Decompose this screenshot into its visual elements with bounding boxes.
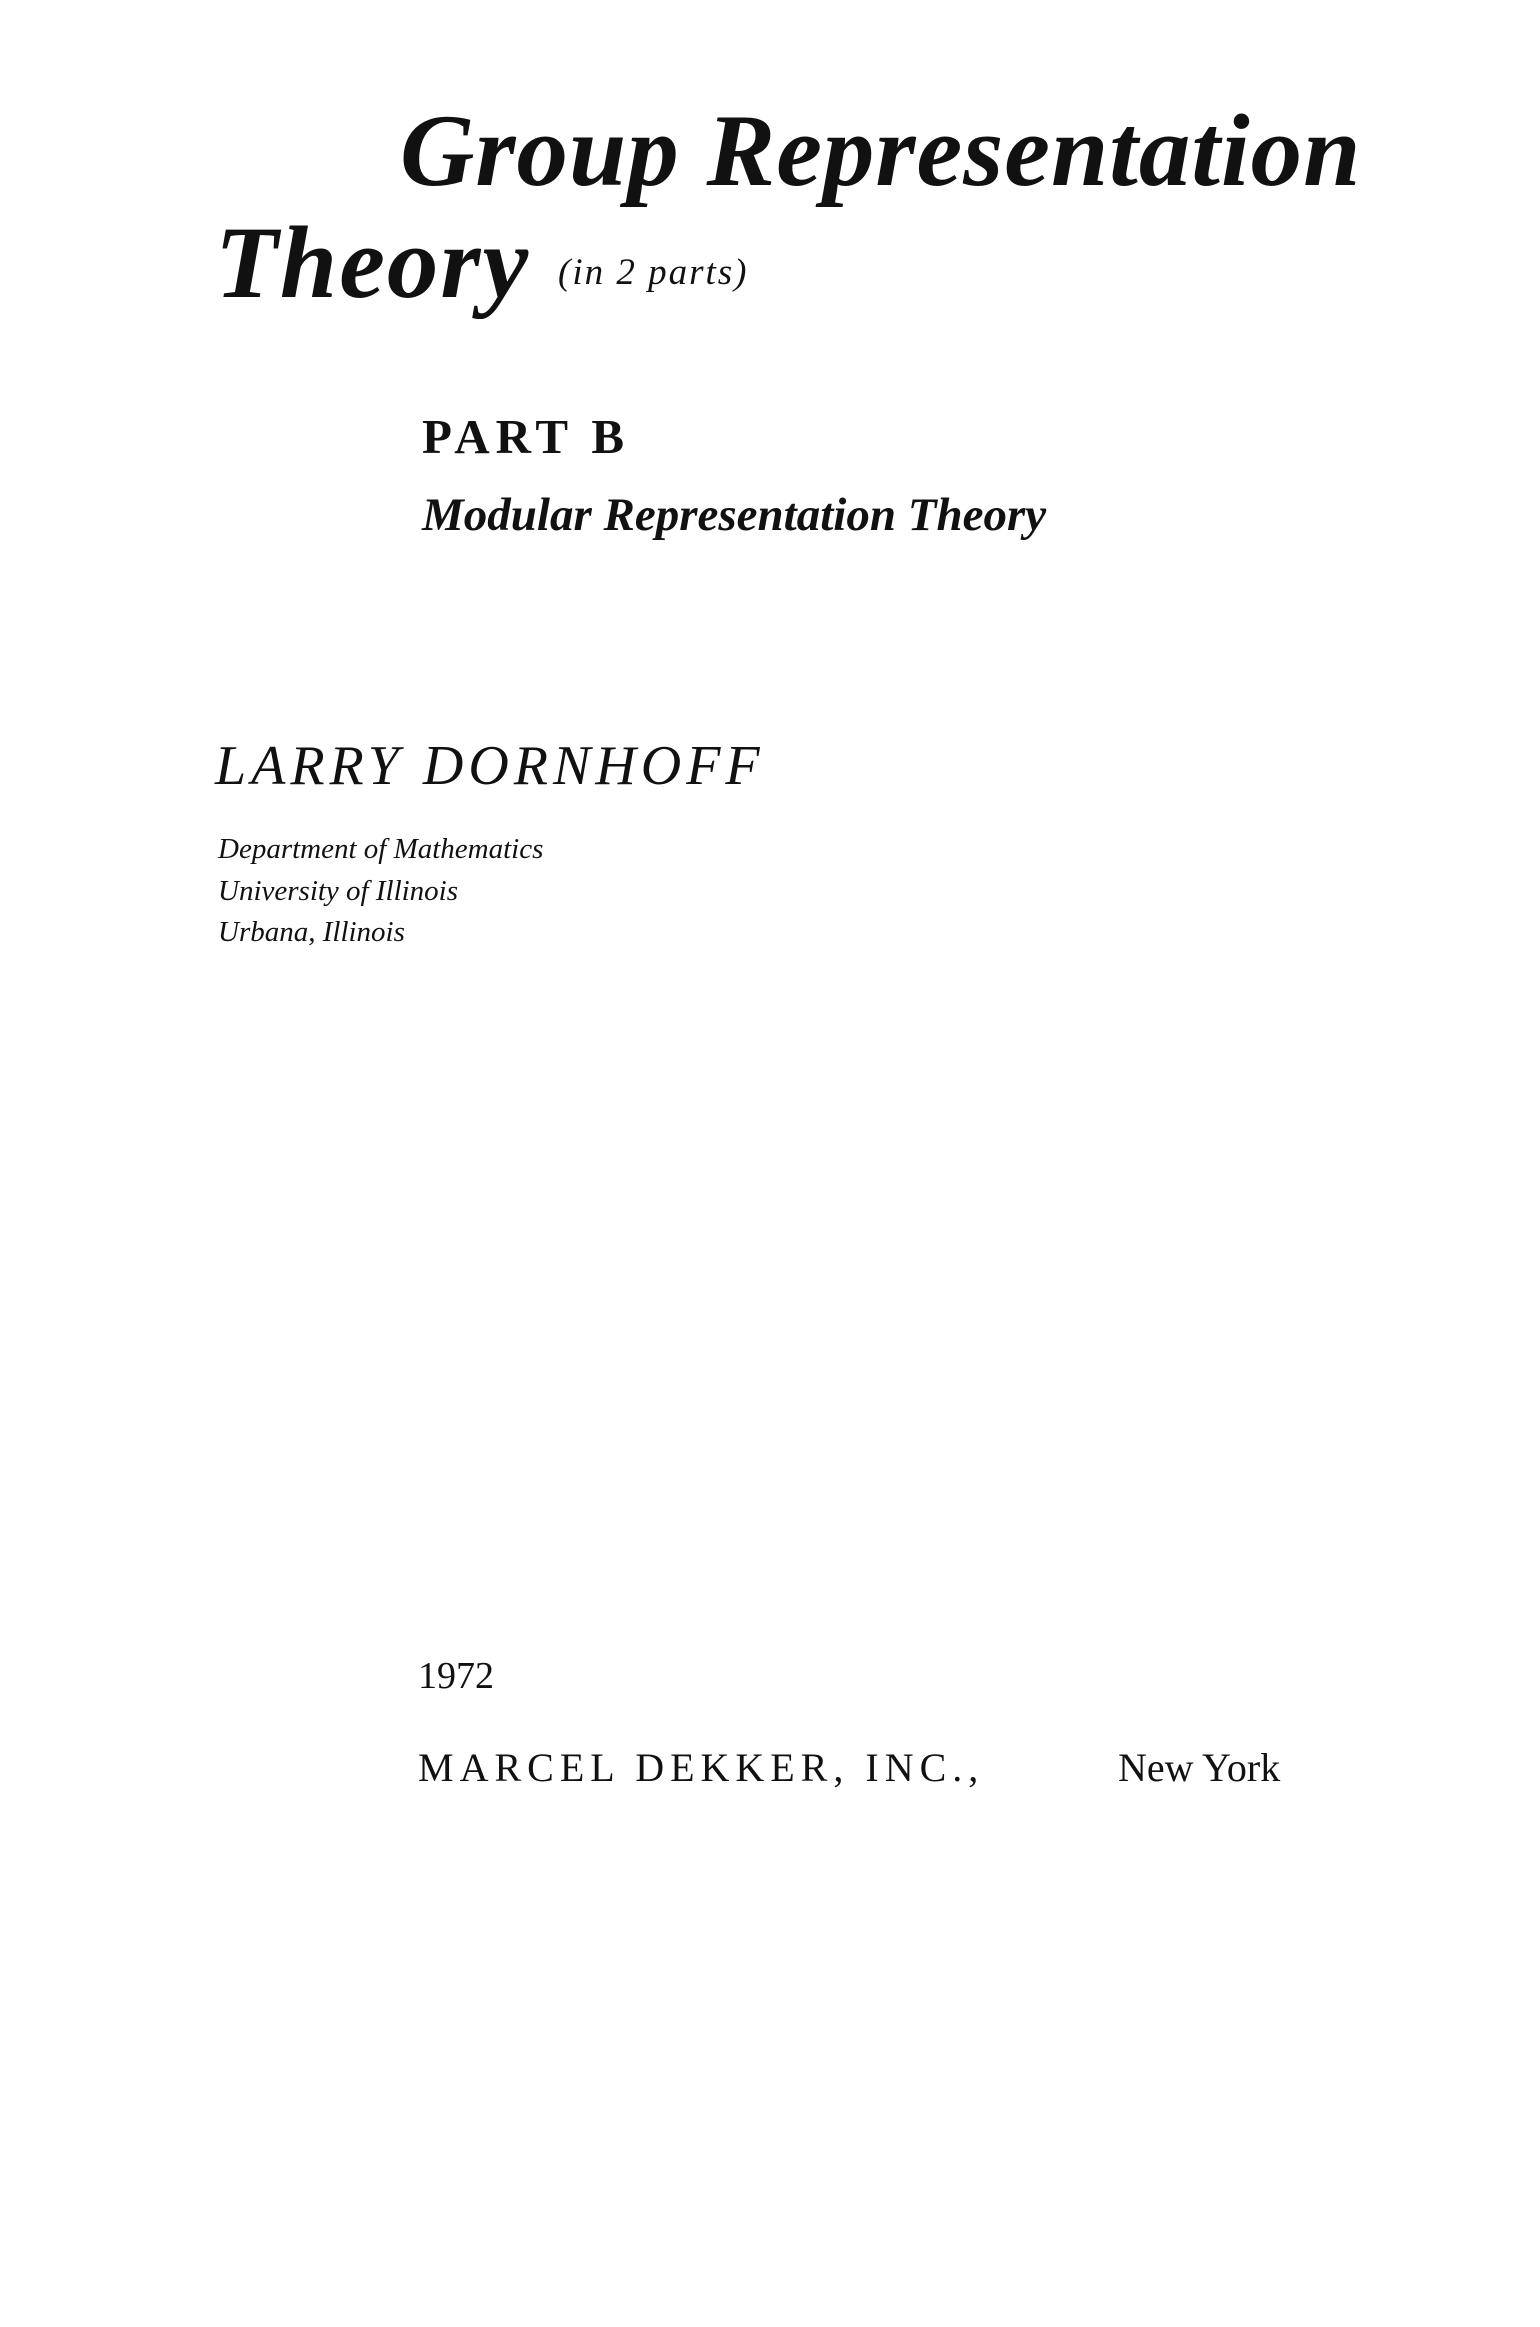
affiliation-department: Department of Mathematics <box>218 833 544 865</box>
parts-note: (in 2 parts) <box>558 252 749 293</box>
author-name: LARRY DORNHOFF <box>215 735 765 797</box>
part-subtitle: Modular Representation Theory <box>422 489 1047 541</box>
book-title-line-1: Group Representation <box>400 94 1362 208</box>
part-label: PART B <box>422 409 631 464</box>
affiliation-location: Urbana, Illinois <box>218 916 405 948</box>
publication-year: 1972 <box>418 1655 494 1697</box>
affiliation-university: University of Illinois <box>218 875 459 907</box>
publisher-name: MARCEL DEKKER, INC., <box>418 1745 985 1790</box>
publisher-city: New York <box>1118 1745 1281 1790</box>
book-title-line-2: Theory <box>215 206 531 320</box>
